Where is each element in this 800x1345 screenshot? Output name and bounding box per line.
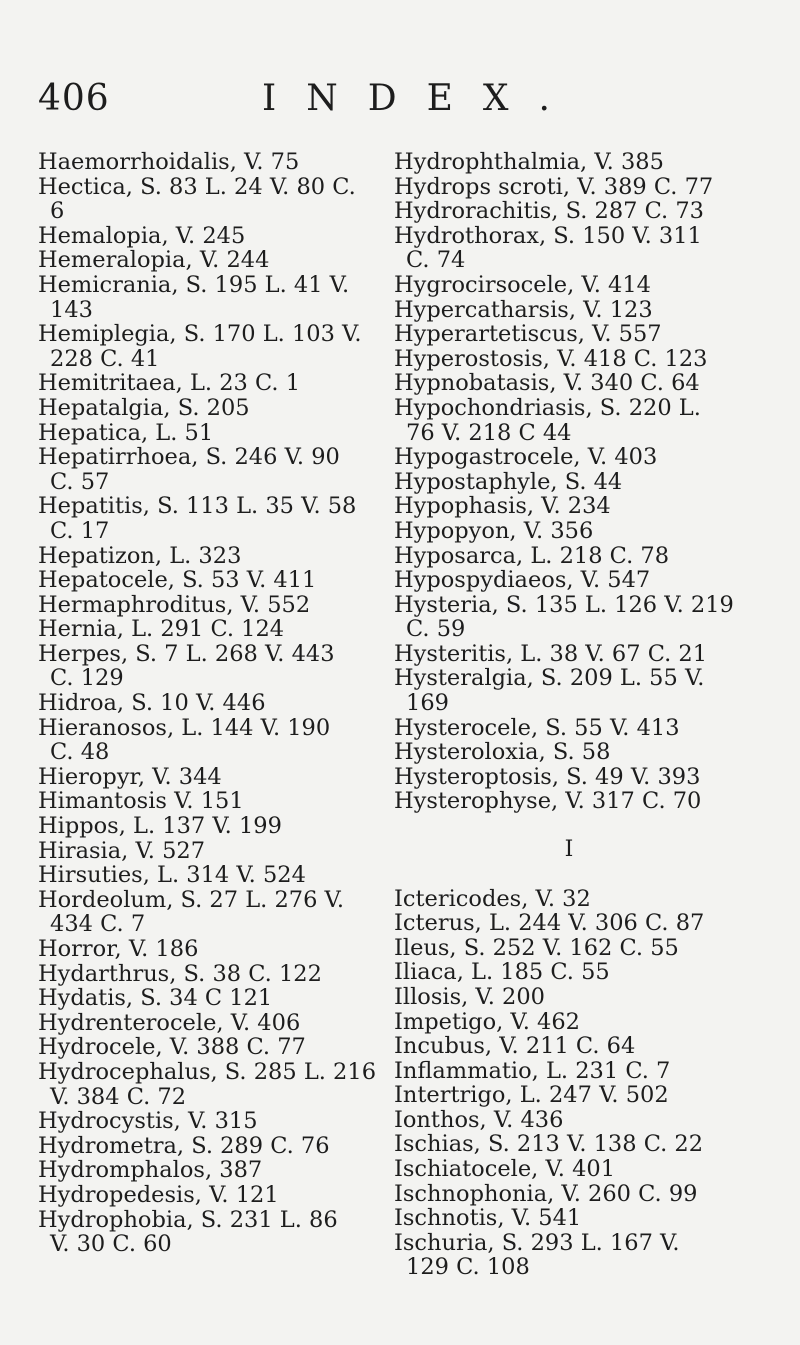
index-entry: Hydatis, S. 34 C 121	[38, 985, 273, 1012]
index-entry: Hysterocele, S. 55 V. 413	[394, 714, 680, 741]
index-entry: Hidroa, S. 10 V. 446	[38, 690, 266, 717]
index-entry: Ischuria, S. 293 L. 167 V.	[394, 1229, 680, 1256]
index-entry: Ictericodes, V. 32	[394, 885, 591, 912]
index-entry: Hemitritaea, L. 23 C. 1	[38, 370, 301, 397]
index-entry: Hypnobatasis, V. 340 C. 64	[394, 370, 700, 397]
index-entry: Hippos, L. 137 V. 199	[38, 813, 282, 840]
index-entry-continuation: C. 129	[50, 665, 124, 692]
index-entry: Hemiplegia, S. 170 L. 103 V.	[38, 321, 362, 348]
index-entry: Hectica, S. 83 L. 24 V. 80 C.	[38, 173, 356, 200]
index-entry-continuation: V. 384 C. 72	[50, 1083, 187, 1110]
index-entry: Intertrigo, L. 247 V. 502	[394, 1082, 669, 1109]
index-entry: Hepatitis, S. 113 L. 35 V. 58	[38, 493, 357, 520]
index-entry: Hydrometra, S. 289 C. 76	[38, 1132, 330, 1159]
index-entry: Hypogastrocele, V. 403	[394, 444, 658, 471]
index-entry: Horror, V. 186	[38, 936, 199, 962]
index-entry: Illosis, V. 200	[394, 983, 545, 1010]
index-entry: Hydrophthalmia, V. 385	[394, 149, 664, 175]
index-entry: Hepatica, L. 51	[38, 419, 214, 446]
index-entry: Hypochondriasis, S. 220 L.	[394, 394, 701, 421]
index-entry: Hordeolum, S. 27 L. 276 V.	[38, 886, 345, 913]
index-entry: Ileus, S. 252 V. 162 C. 55	[394, 934, 679, 961]
index-entry: Hernia, L. 291 C. 124	[38, 616, 285, 643]
index-entry: Hydromphalos, 387	[38, 1157, 263, 1184]
index-column-right	[394, 150, 764, 1280]
index-entry: Hirasia, V. 527	[38, 837, 206, 864]
index-entry-continuation: C. 74	[406, 247, 466, 274]
index-entry: Inflammatio, L. 231 C. 7	[394, 1057, 671, 1084]
index-entry: Hyperartetiscus, V. 557	[394, 321, 662, 348]
index-entry: Herpes, S. 7 L. 268 V. 443	[38, 640, 335, 667]
index-entry: Hydrocele, V. 388 C. 77	[38, 1034, 306, 1061]
index-entry: Hysteria, S. 135 L. 126 V. 219	[394, 591, 734, 618]
index-entry: Iliaca, L. 185 C. 55	[394, 959, 610, 986]
index-entry: Hydrophobia, S. 231 L. 86	[38, 1206, 338, 1233]
index-entry: Hermaphroditus, V. 552	[38, 591, 311, 618]
index-entry: Hygrocirsocele, V. 414	[394, 271, 651, 298]
index-entry: Hemeralopia, V. 244	[38, 247, 270, 274]
index-entry: Hemalopia, V. 245	[38, 222, 246, 249]
index-entry: Hydrorachitis, S. 287 C. 73	[394, 198, 704, 225]
index-entry: Hysteroloxia, S. 58	[394, 739, 611, 766]
index-entry-continuation: 143	[50, 296, 93, 323]
index-entry: Hysteroptosis, S. 49 V. 393	[394, 763, 701, 790]
index-entry: Hypophasis, V. 234	[394, 493, 611, 520]
index-entry: Hepatirrhoea, S. 246 V. 90	[38, 444, 340, 471]
index-entry: Icterus, L. 244 V. 306 C. 87	[394, 910, 705, 937]
index-entry: Hypospydiaeos, V. 547	[394, 567, 651, 594]
index-entry-continuation: 169	[406, 690, 449, 717]
index-entry: Hemicrania, S. 195 L. 41 V.	[38, 271, 350, 298]
index-entry-continuation: C. 17	[50, 517, 110, 544]
index-entry: Hieranosos, L. 144 V. 190	[38, 714, 331, 741]
index-entry-continuation: 76 V. 218 C 44	[406, 419, 572, 446]
index-entry: Incubus, V. 211 C. 64	[394, 1033, 636, 1060]
index-entry: Hypopyon, V. 356	[394, 517, 594, 544]
index-entry-continuation: C. 48	[50, 739, 110, 766]
index-entry: Hirsuties, L. 314 V. 524	[38, 862, 306, 889]
index-entry-continuation: 228 C. 41	[50, 345, 160, 372]
index-entry: Hydarthrus, S. 38 C. 122	[38, 960, 322, 987]
index-entry: Himantosis V. 151	[38, 788, 244, 815]
index-entry: Hydrothorax, S. 150 V. 311	[394, 222, 702, 249]
index-entry-continuation: C. 57	[50, 468, 110, 495]
index-entry-continuation: 434 C. 7	[50, 911, 146, 938]
page-header	[0, 74, 800, 134]
index-entry: Ischnophonia, V. 260 C. 99	[394, 1180, 698, 1207]
index-entry: Impetigo, V. 462	[394, 1008, 580, 1035]
index-column-left	[38, 150, 408, 1257]
index-entry: Hepatocele, S. 53 V. 411	[38, 567, 317, 594]
index-entry: Hydrops scroti, V. 389 C. 77	[394, 173, 714, 200]
index-entry: Ischias, S. 213 V. 138 C. 22	[394, 1131, 704, 1158]
index-entry: Ionthos, V. 436	[394, 1106, 564, 1133]
index-entry: Hydropedesis, V. 121	[38, 1181, 279, 1208]
page-title: INDEX.	[262, 78, 580, 119]
index-entry: Hysterophyse, V. 317 C. 70	[394, 788, 702, 815]
index-entry-continuation: V. 30 C. 60	[50, 1231, 172, 1258]
section-letter: I	[564, 837, 574, 863]
index-entry: Hydrocephalus, S. 285 L. 216	[38, 1058, 377, 1085]
index-entry: Hypostaphyle, S. 44	[394, 468, 623, 495]
index-entry: Ischnotis, V. 541	[394, 1205, 582, 1232]
index-entry: Hepatalgia, S. 205	[38, 394, 250, 421]
index-entry: Hyposarca, L. 218 C. 78	[394, 542, 670, 569]
index-entry-continuation: 129 C. 108	[406, 1254, 530, 1281]
index-entry: Hysteralgia, S. 209 L. 55 V.	[394, 665, 705, 692]
index-entry: Hysteritis, L. 38 V. 67 C. 21	[394, 640, 708, 667]
index-entry: Hydrocystis, V. 315	[38, 1108, 258, 1135]
index-entry: Haemorrhoidalis, V. 75	[38, 149, 300, 175]
index-entries-i	[394, 887, 764, 1280]
index-entry: Hydrenterocele, V. 406	[38, 1009, 301, 1036]
index-entry: Hieropyr, V. 344	[38, 763, 222, 790]
index-entry-continuation: 6	[50, 198, 65, 225]
page-number: 406	[38, 78, 110, 119]
index-entry: Hepatizon, L. 323	[38, 542, 242, 569]
index-entry-continuation: C. 59	[406, 616, 466, 643]
index-entry: Hypercatharsis, V. 123	[394, 296, 653, 323]
index-entries-h	[394, 150, 764, 814]
index-entry: Ischiatocele, V. 401	[394, 1156, 616, 1183]
index-entry: Hyperostosis, V. 418 C. 123	[394, 345, 708, 372]
